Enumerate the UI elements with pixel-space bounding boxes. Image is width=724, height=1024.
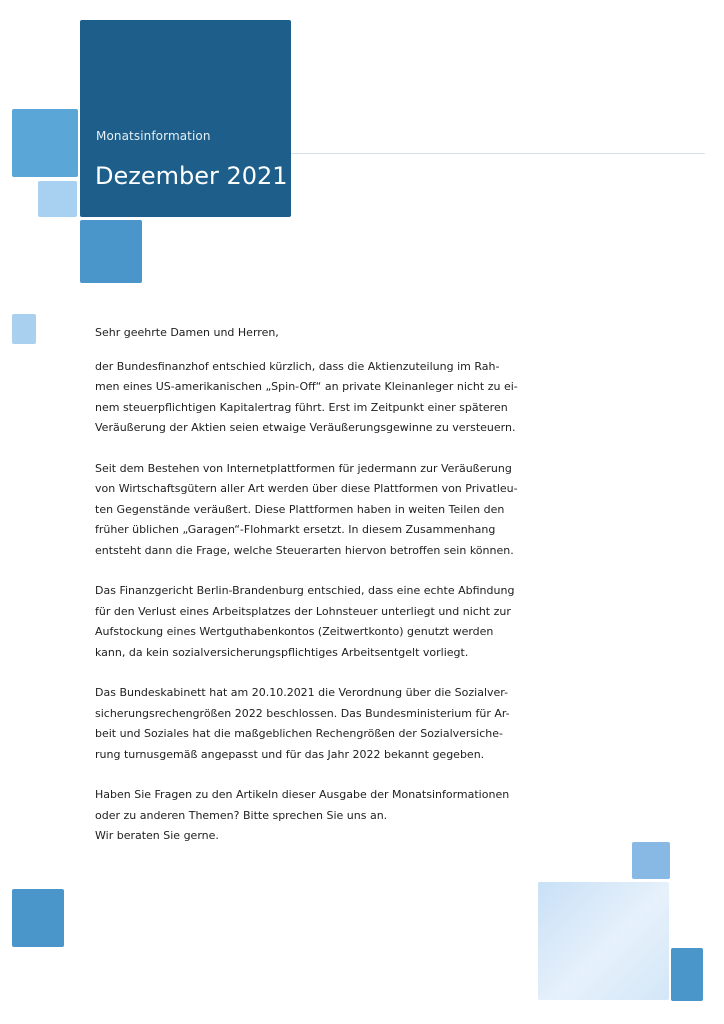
paragraph-3	[95, 581, 525, 663]
paragraph-line: Das Bundeskabinett hat am 20.10.2021 die Verordnung über die Sozialver-	[95, 686, 509, 699]
paragraph-line: kann, da kein sozialversicherungspflichtiges Arbeitsentgelt vorliegt.	[95, 645, 469, 659]
page-title: Dezember 2021	[95, 162, 288, 190]
paragraph-line: Veräußerung der Aktien seien etwaige Veräußerungsgewinne zu versteuern.	[95, 421, 516, 434]
decor-square-bottom-right-small	[632, 842, 670, 879]
paragraph-line: rung turnusgemäß angepasst und für das Jahr 2022 bekannt gegeben.	[95, 747, 485, 761]
decor-square-bottom-right-corner	[671, 948, 703, 1001]
paragraph-line: früher üblichen „Garagen“-Flohmarkt ersetzt. In diesem Zusammenhang	[95, 523, 496, 536]
paragraph-2	[95, 459, 525, 562]
paragraph-1	[95, 357, 525, 439]
decor-square-top-left-small	[38, 181, 77, 217]
paragraph-5	[95, 785, 525, 847]
paragraph-line: ten Gegenstände veräußert. Diese Plattformen haben in weiten Teilen den	[95, 502, 505, 516]
paragraph-line: Seit dem Bestehen von Internetplattformen für jedermann zur Veräußerung	[95, 461, 512, 475]
paragraph-line: der Bundesfinanzhof entschied kürzlich, dass die Aktienzuteilung im Rah-	[95, 359, 500, 373]
paragraph-line: Aufstockung eines Wertguthabenkontos (Zeitwertkonto) genutzt werden	[95, 625, 494, 638]
paragraph-line: für den Verlust eines Arbeitsplatzes der Lohnsteuer unterliegt und nicht zur	[95, 604, 511, 618]
paragraph-line: Das Finanzgericht Berlin-Brandenburg entschied, dass eine echte Abfindung	[95, 584, 515, 597]
salutation: Sehr geehrte Damen und Herren,	[95, 326, 279, 339]
paragraph-4	[95, 683, 525, 765]
paragraph-line: beit und Soziales hat die maßgeblichen Rechengrößen der Sozialversiche-	[95, 727, 503, 740]
header-kicker: Monatsinformation	[96, 129, 211, 143]
letter-body	[95, 323, 525, 847]
paragraph-line: Haben Sie Fragen zu den Artikeln dieser Ausgabe der Monatsinformationen	[95, 788, 510, 801]
paragraph-line: entsteht dann die Frage, welche Steuerarten hiervon betroffen sein können.	[95, 543, 514, 557]
paragraph-line: men eines US-amerikanischen „Spin-Off“ an private Kleinanleger nicht zu ei-	[95, 380, 518, 393]
paragraph-line: sicherungsrechengrößen 2022 beschlossen. Das Bundesministerium für Ar-	[95, 706, 510, 720]
paragraph-line: von Wirtschaftsgütern aller Art werden über diese Plattformen von Privatleu-	[95, 482, 518, 495]
decor-square-under-header	[80, 220, 142, 283]
header-rule	[291, 153, 705, 154]
paragraph-line: oder zu anderen Themen? Bitte sprechen Sie uns an.	[95, 808, 388, 822]
paragraph-line: nem steuerpflichtigen Kapitalertrag führt. Erst im Zeitpunkt einer späteren	[95, 400, 508, 414]
decor-square-left-margin	[12, 314, 36, 344]
decor-square-bottom-right-large	[538, 882, 669, 1000]
paragraph-line: Wir beraten Sie gerne.	[95, 829, 219, 842]
decor-square-top-left-large	[12, 109, 78, 177]
decor-square-bottom-left	[12, 889, 64, 947]
